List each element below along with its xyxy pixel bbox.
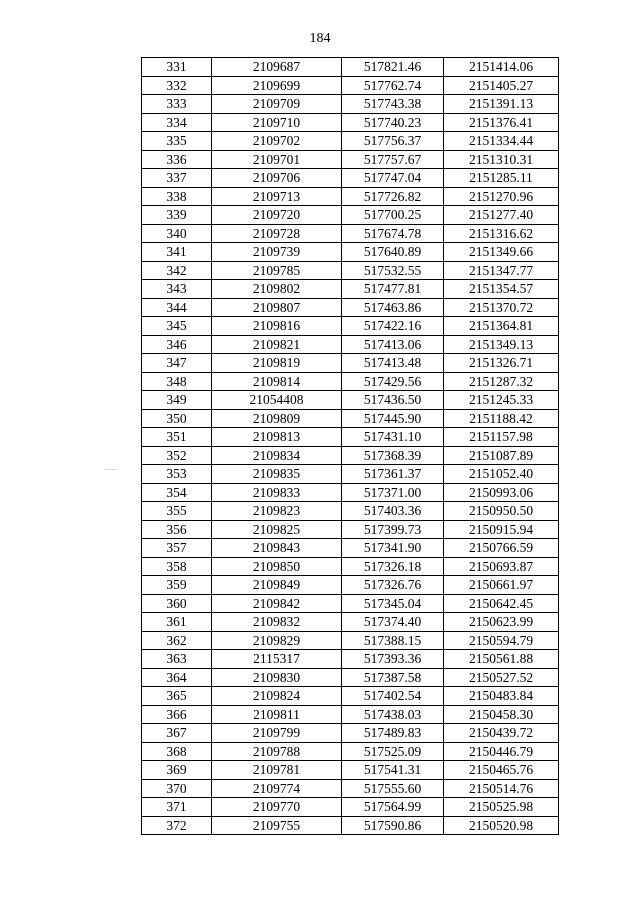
table-row: [142, 409, 559, 428]
y-coordinate-cell: 2151376.41: [444, 113, 559, 132]
point-id-cell: 2109833: [212, 483, 342, 502]
row-index-cell: 350: [142, 409, 212, 428]
table-row: [142, 317, 559, 336]
y-coordinate-cell: 2150561.88: [444, 650, 559, 669]
y-coordinate-cell: 2151052.40: [444, 465, 559, 484]
y-coordinate-cell: 2151285.11: [444, 169, 559, 188]
point-id-cell: 2109814: [212, 372, 342, 391]
page-number: 184: [309, 31, 331, 46]
table-row: [142, 224, 559, 243]
y-coordinate-cell: 2150458.30: [444, 705, 559, 724]
y-coordinate-cell: 2151188.42: [444, 409, 559, 428]
x-coordinate-cell: 517422.16: [342, 317, 444, 336]
y-coordinate-cell: 2150915.94: [444, 520, 559, 539]
y-coordinate-cell: 2151405.27: [444, 76, 559, 95]
point-id-cell: 2115317: [212, 650, 342, 669]
point-id-cell: 2109785: [212, 261, 342, 280]
y-coordinate-cell: 2151316.62: [444, 224, 559, 243]
table-row: [142, 132, 559, 151]
point-id-cell: 2109702: [212, 132, 342, 151]
row-index-cell: 348: [142, 372, 212, 391]
y-coordinate-cell: 2150623.99: [444, 613, 559, 632]
x-coordinate-cell: 517757.67: [342, 150, 444, 169]
row-index-cell: 333: [142, 95, 212, 114]
point-id-cell: 2109824: [212, 687, 342, 706]
y-coordinate-cell: 2151245.33: [444, 391, 559, 410]
row-index-cell: 349: [142, 391, 212, 410]
row-index-cell: 361: [142, 613, 212, 632]
table-row: [142, 502, 559, 521]
point-id-cell: 2109788: [212, 742, 342, 761]
point-id-cell: 2109770: [212, 798, 342, 817]
y-coordinate-cell: 2150483.84: [444, 687, 559, 706]
row-index-cell: 336: [142, 150, 212, 169]
x-coordinate-cell: 517477.81: [342, 280, 444, 299]
row-index-cell: 371: [142, 798, 212, 817]
table-row: [142, 428, 559, 447]
point-id-cell: 2109687: [212, 58, 342, 77]
table-row: [142, 798, 559, 817]
table-row: [142, 261, 559, 280]
table-row: [142, 298, 559, 317]
point-id-cell: 2109710: [212, 113, 342, 132]
table-row: [142, 76, 559, 95]
x-coordinate-cell: 517413.48: [342, 354, 444, 373]
point-id-cell: 2109809: [212, 409, 342, 428]
x-coordinate-cell: 517388.15: [342, 631, 444, 650]
row-index-cell: 356: [142, 520, 212, 539]
point-id-cell: 2109706: [212, 169, 342, 188]
x-coordinate-cell: 517726.82: [342, 187, 444, 206]
point-id-cell: 2109843: [212, 539, 342, 558]
row-index-cell: 342: [142, 261, 212, 280]
y-coordinate-cell: 2151354.57: [444, 280, 559, 299]
x-coordinate-cell: 517399.73: [342, 520, 444, 539]
row-index-cell: 362: [142, 631, 212, 650]
point-id-cell: 2109816: [212, 317, 342, 336]
margin-mark: [104, 469, 118, 470]
table-row: [142, 631, 559, 650]
point-id-cell: 2109821: [212, 335, 342, 354]
table-row: [142, 169, 559, 188]
x-coordinate-cell: 517590.86: [342, 816, 444, 835]
y-coordinate-cell: 2151414.06: [444, 58, 559, 77]
table-row: [142, 483, 559, 502]
table-row: [142, 724, 559, 743]
row-index-cell: 338: [142, 187, 212, 206]
y-coordinate-cell: 2150514.76: [444, 779, 559, 798]
x-coordinate-cell: 517403.36: [342, 502, 444, 521]
table-row: [142, 58, 559, 77]
x-coordinate-cell: 517445.90: [342, 409, 444, 428]
x-coordinate-cell: 517747.04: [342, 169, 444, 188]
x-coordinate-cell: 517541.31: [342, 761, 444, 780]
row-index-cell: 341: [142, 243, 212, 262]
x-coordinate-cell: 517489.83: [342, 724, 444, 743]
row-index-cell: 370: [142, 779, 212, 798]
coordinates-table: [141, 57, 559, 835]
point-id-cell: 2109739: [212, 243, 342, 262]
row-index-cell: 355: [142, 502, 212, 521]
row-index-cell: 344: [142, 298, 212, 317]
row-index-cell: 360: [142, 594, 212, 613]
point-id-cell: 2109781: [212, 761, 342, 780]
y-coordinate-cell: 2150993.06: [444, 483, 559, 502]
x-coordinate-cell: 517438.03: [342, 705, 444, 724]
y-coordinate-cell: 2151349.66: [444, 243, 559, 262]
row-index-cell: 337: [142, 169, 212, 188]
x-coordinate-cell: 517463.86: [342, 298, 444, 317]
y-coordinate-cell: 2151087.89: [444, 446, 559, 465]
table-row: [142, 705, 559, 724]
x-coordinate-cell: 517326.76: [342, 576, 444, 595]
row-index-cell: 368: [142, 742, 212, 761]
point-id-cell: 2109709: [212, 95, 342, 114]
table-row: [142, 280, 559, 299]
table-row: [142, 95, 559, 114]
x-coordinate-cell: 517555.60: [342, 779, 444, 798]
row-index-cell: 353: [142, 465, 212, 484]
point-id-cell: 2109802: [212, 280, 342, 299]
row-index-cell: 358: [142, 557, 212, 576]
x-coordinate-cell: 517640.89: [342, 243, 444, 262]
row-index-cell: 335: [142, 132, 212, 151]
y-coordinate-cell: 2151370.72: [444, 298, 559, 317]
point-id-cell: 2109811: [212, 705, 342, 724]
table-row: [142, 150, 559, 169]
y-coordinate-cell: 2150525.98: [444, 798, 559, 817]
row-index-cell: 372: [142, 816, 212, 835]
table-row: [142, 594, 559, 613]
row-index-cell: 369: [142, 761, 212, 780]
point-id-cell: 2109834: [212, 446, 342, 465]
table-row: [142, 391, 559, 410]
y-coordinate-cell: 2151270.96: [444, 187, 559, 206]
table-row: [142, 465, 559, 484]
table-row: [142, 354, 559, 373]
table-row: [142, 206, 559, 225]
x-coordinate-cell: 517762.74: [342, 76, 444, 95]
row-index-cell: 345: [142, 317, 212, 336]
row-index-cell: 366: [142, 705, 212, 724]
y-coordinate-cell: 2150446.79: [444, 742, 559, 761]
y-coordinate-cell: 2151334.44: [444, 132, 559, 151]
table-row: [142, 650, 559, 669]
y-coordinate-cell: 2150693.87: [444, 557, 559, 576]
row-index-cell: 351: [142, 428, 212, 447]
y-coordinate-cell: 2151277.40: [444, 206, 559, 225]
x-coordinate-cell: 517368.39: [342, 446, 444, 465]
x-coordinate-cell: 517413.06: [342, 335, 444, 354]
x-coordinate-cell: 517402.54: [342, 687, 444, 706]
x-coordinate-cell: 517821.46: [342, 58, 444, 77]
point-id-cell: 2109829: [212, 631, 342, 650]
point-id-cell: 2109849: [212, 576, 342, 595]
row-index-cell: 340: [142, 224, 212, 243]
table-row: [142, 113, 559, 132]
table-row: [142, 243, 559, 262]
y-coordinate-cell: 2151364.81: [444, 317, 559, 336]
point-id-cell: 2109720: [212, 206, 342, 225]
x-coordinate-cell: 517564.99: [342, 798, 444, 817]
y-coordinate-cell: 2150950.50: [444, 502, 559, 521]
table-row: [142, 668, 559, 687]
x-coordinate-cell: 517387.58: [342, 668, 444, 687]
row-index-cell: 346: [142, 335, 212, 354]
point-id-cell: 2109835: [212, 465, 342, 484]
point-id-cell: 2109774: [212, 779, 342, 798]
row-index-cell: 365: [142, 687, 212, 706]
row-index-cell: 363: [142, 650, 212, 669]
row-index-cell: 352: [142, 446, 212, 465]
y-coordinate-cell: 2150465.76: [444, 761, 559, 780]
table-row: [142, 187, 559, 206]
x-coordinate-cell: 517361.37: [342, 465, 444, 484]
x-coordinate-cell: 517700.25: [342, 206, 444, 225]
point-id-cell: 2109807: [212, 298, 342, 317]
point-id-cell: 2109842: [212, 594, 342, 613]
x-coordinate-cell: 517393.36: [342, 650, 444, 669]
table-row: [142, 520, 559, 539]
row-index-cell: 354: [142, 483, 212, 502]
y-coordinate-cell: 2151326.71: [444, 354, 559, 373]
y-coordinate-cell: 2150766.59: [444, 539, 559, 558]
y-coordinate-cell: 2150594.79: [444, 631, 559, 650]
row-index-cell: 347: [142, 354, 212, 373]
table-row: [142, 576, 559, 595]
point-id-cell: 2109850: [212, 557, 342, 576]
point-id-cell: 21054408: [212, 391, 342, 410]
y-coordinate-cell: 2151391.13: [444, 95, 559, 114]
x-coordinate-cell: 517326.18: [342, 557, 444, 576]
table-row: [142, 372, 559, 391]
row-index-cell: 331: [142, 58, 212, 77]
x-coordinate-cell: 517532.55: [342, 261, 444, 280]
y-coordinate-cell: 2151349.13: [444, 335, 559, 354]
x-coordinate-cell: 517674.78: [342, 224, 444, 243]
x-coordinate-cell: 517341.90: [342, 539, 444, 558]
point-id-cell: 2109699: [212, 76, 342, 95]
row-index-cell: 359: [142, 576, 212, 595]
y-coordinate-cell: 2150642.45: [444, 594, 559, 613]
table-body: [142, 58, 559, 835]
y-coordinate-cell: 2150527.52: [444, 668, 559, 687]
table-row: [142, 687, 559, 706]
x-coordinate-cell: 517374.40: [342, 613, 444, 632]
point-id-cell: 2109813: [212, 428, 342, 447]
x-coordinate-cell: 517743.38: [342, 95, 444, 114]
table-row: [142, 779, 559, 798]
x-coordinate-cell: 517740.23: [342, 113, 444, 132]
y-coordinate-cell: 2151310.31: [444, 150, 559, 169]
point-id-cell: 2109830: [212, 668, 342, 687]
y-coordinate-cell: 2150439.72: [444, 724, 559, 743]
point-id-cell: 2109819: [212, 354, 342, 373]
y-coordinate-cell: 2150520.98: [444, 816, 559, 835]
x-coordinate-cell: 517756.37: [342, 132, 444, 151]
table-row: [142, 613, 559, 632]
point-id-cell: 2109728: [212, 224, 342, 243]
x-coordinate-cell: 517345.04: [342, 594, 444, 613]
row-index-cell: 343: [142, 280, 212, 299]
row-index-cell: 339: [142, 206, 212, 225]
point-id-cell: 2109832: [212, 613, 342, 632]
point-id-cell: 2109701: [212, 150, 342, 169]
row-index-cell: 364: [142, 668, 212, 687]
point-id-cell: 2109823: [212, 502, 342, 521]
y-coordinate-cell: 2151157.98: [444, 428, 559, 447]
row-index-cell: 334: [142, 113, 212, 132]
x-coordinate-cell: 517371.00: [342, 483, 444, 502]
row-index-cell: 367: [142, 724, 212, 743]
table-row: [142, 539, 559, 558]
x-coordinate-cell: 517436.50: [342, 391, 444, 410]
table-row: [142, 761, 559, 780]
row-index-cell: 332: [142, 76, 212, 95]
x-coordinate-cell: 517525.09: [342, 742, 444, 761]
row-index-cell: 357: [142, 539, 212, 558]
point-id-cell: 2109713: [212, 187, 342, 206]
point-id-cell: 2109799: [212, 724, 342, 743]
table-row: [142, 446, 559, 465]
x-coordinate-cell: 517431.10: [342, 428, 444, 447]
point-id-cell: 2109755: [212, 816, 342, 835]
table-row: [142, 816, 559, 835]
y-coordinate-cell: 2150661.97: [444, 576, 559, 595]
table-row: [142, 335, 559, 354]
y-coordinate-cell: 2151347.77: [444, 261, 559, 280]
point-id-cell: 2109825: [212, 520, 342, 539]
y-coordinate-cell: 2151287.32: [444, 372, 559, 391]
table-row: [142, 742, 559, 761]
table-row: [142, 557, 559, 576]
x-coordinate-cell: 517429.56: [342, 372, 444, 391]
